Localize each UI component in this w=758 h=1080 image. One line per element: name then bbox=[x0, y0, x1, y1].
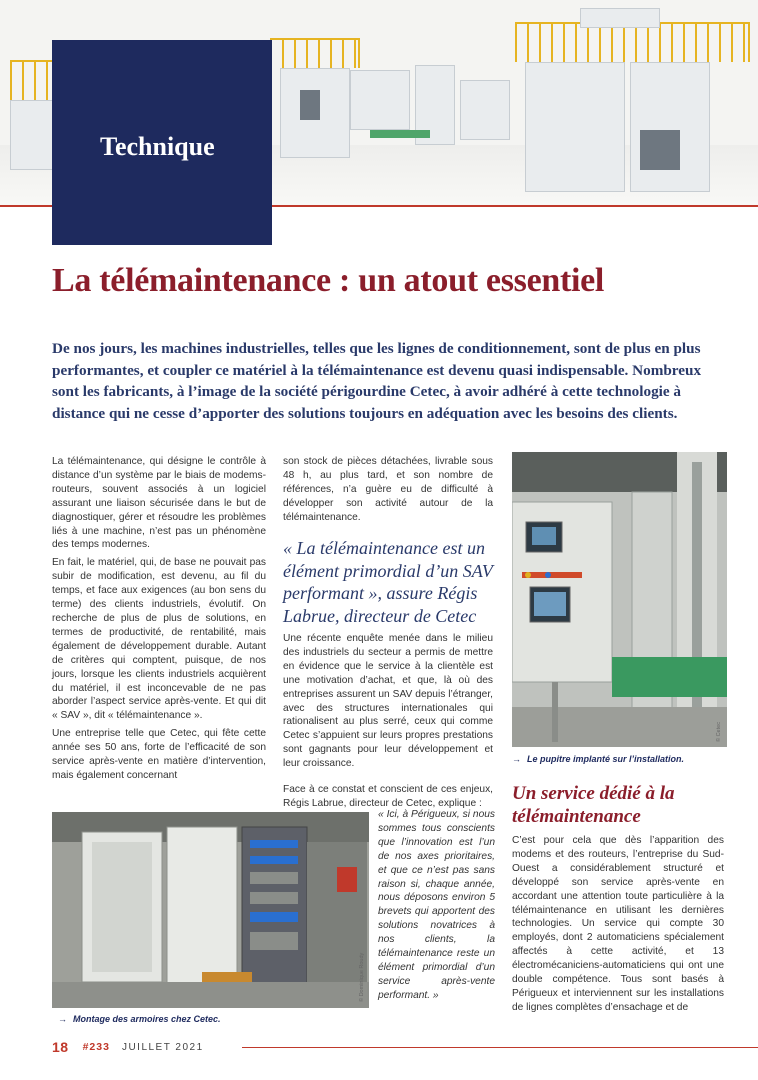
photo-credit: © Dominique Roudy bbox=[359, 952, 365, 1002]
machine-panel bbox=[640, 130, 680, 170]
section-label-box bbox=[52, 40, 272, 245]
column-3 bbox=[512, 834, 724, 1019]
paragraph: Une entreprise telle que Cetec, qui fête cette année ses 50 ans, forte de l’efficacité de son service après-vente en matière d’intervention, mais également concernant bbox=[52, 728, 266, 781]
machine-tower bbox=[525, 62, 625, 192]
paragraph: C’est pour cela que dès l’apparition des modems et des routeurs, l’entreprise du Sud-Ouest a considérablement structuré et développé son service après-vente en accordant une attention toute particulière à la télémaintenance en utilisant les dernières technologies. Un service qui compte 30 employés, dont 2 automaticiens spécialement affectés à cette activité, et 13 électromécaniciens-automaticiens qui ont une double compétence. Tous sont basés à Périgueux et interviennent sur les installations de lignes complètes d’ensachage et de bbox=[512, 835, 724, 1013]
column-2-top bbox=[283, 455, 493, 529]
caption-text: Le pupitre implanté sur l’installation. bbox=[527, 754, 685, 764]
control-panel-photo bbox=[512, 452, 727, 747]
caption-text: Montage des armoires chez Cetec. bbox=[73, 1014, 221, 1024]
photo-caption bbox=[58, 1014, 221, 1024]
cabinet-assembly-photo bbox=[52, 812, 369, 1008]
machine-frame bbox=[350, 70, 410, 130]
machine-hopper bbox=[580, 8, 660, 28]
paragraph: Une récente enquête menée dans le milieu des industriels du secteur a permis de mettre en évidence que le service à la clientèle est une motivation d’achat, et que, là où des entreprises assurent un SAV depuis l’étranger, avec des structures internationales qui rationalisent au plus serré, ceux qui comme Cetec s’appuient sur leurs propres prestations sont gagnants pour leur développement et leur croissance. bbox=[283, 633, 493, 770]
article-lead: De nos jours, les machines industrielles, telles que les lignes de conditionnement, sont de plus en plus performantes, et coupler ce matériel à la télémaintenance est devenu quasi indispensable. Nombreux sont les fabricants, à l’image de la société périgourdine Cetec, à avoir adhéré à cette technologie à distance qui ne cesse d’apporter des solutions toujours en adéquation avec les besoins des clients. bbox=[52, 340, 702, 422]
column-2-middle bbox=[283, 632, 493, 775]
conveyor-belt bbox=[370, 130, 430, 138]
paragraph: En fait, le matériel, qui, de base ne pouvait pas subir de modification, est devenu, au fil du temps, et face aux exigences (au bon sens du terme) des clients industriels, évolutif. On recherche de plus de plus de solutions, en termes de productivité, de rentabilité, mais également de développement durable. Autant de critères qui comptent, puisque, de nos jours, lorsque les clients industriels acquièrent du matériel, il est inconcevable de ne pas aborder l’aspect service après-vente. Et qui dit « SAV », dit « télémaintenance ». bbox=[52, 557, 266, 722]
machine-tower bbox=[630, 62, 710, 192]
machine-panel bbox=[300, 90, 320, 120]
machine-railing bbox=[270, 38, 360, 68]
paragraph: La télémaintenance, qui désigne le contrôle à distance d’un système par le biais de modems-routeurs, souvent associés à un logiciel assurant une liaison sécurisée dans le but de diagnostiquer, gérer et résoudre les problèmes liés à une machine, n’est pas un phénomène des temps modernes. bbox=[52, 456, 266, 551]
pull-quote-heading: « La télémaintenance est un élément primordial d’un SAV performant », assure Régis Labrue, directeur de Cetec bbox=[283, 538, 493, 626]
issue-number: #233 bbox=[82, 1041, 110, 1053]
machine-railing bbox=[515, 22, 750, 62]
cabinet-illustration bbox=[52, 812, 369, 1008]
paragraph: Face à ce constat et conscient de ces enjeux, Régis Labrue, directeur de Cetec, explique : bbox=[283, 784, 493, 809]
page-footer bbox=[52, 1039, 204, 1055]
arrow-icon: → bbox=[512, 754, 521, 764]
article-title: La télémaintenance : un atout essentiel bbox=[52, 262, 605, 299]
column-1 bbox=[52, 455, 266, 787]
photo-caption bbox=[512, 754, 684, 764]
issue-date: JUILLET 2021 bbox=[121, 1041, 204, 1053]
paragraph: son stock de pièces détachées, livrable sous 48 h, au plus tard, et son nombre de références, n’a guère eu de difficulté à développer son activité autour de la télémaintenance. bbox=[283, 456, 493, 523]
arrow-icon: → bbox=[58, 1014, 67, 1024]
photo-credit: © Cetec bbox=[716, 722, 722, 742]
control-panel-illustration bbox=[512, 452, 727, 747]
footer-rule bbox=[242, 1047, 758, 1048]
quote-text: « Ici, à Périgueux, si nous sommes tous conscients que l’innovation est l’un de nos axes prioritaires, et que ce n’est pas sans raison si, chaque année, nous déposons environ 5 brevets qui apportent des solutions novatrices à nos clients, la télémaintenance reste un élément primordial d’un service après-vente performant. » bbox=[378, 809, 495, 1001]
section-subheading: Un service dédié à la télémaintenance bbox=[512, 783, 675, 827]
page-number: 18 bbox=[52, 1039, 69, 1055]
machine-frame bbox=[460, 80, 510, 140]
section-label: Technique bbox=[100, 132, 215, 161]
